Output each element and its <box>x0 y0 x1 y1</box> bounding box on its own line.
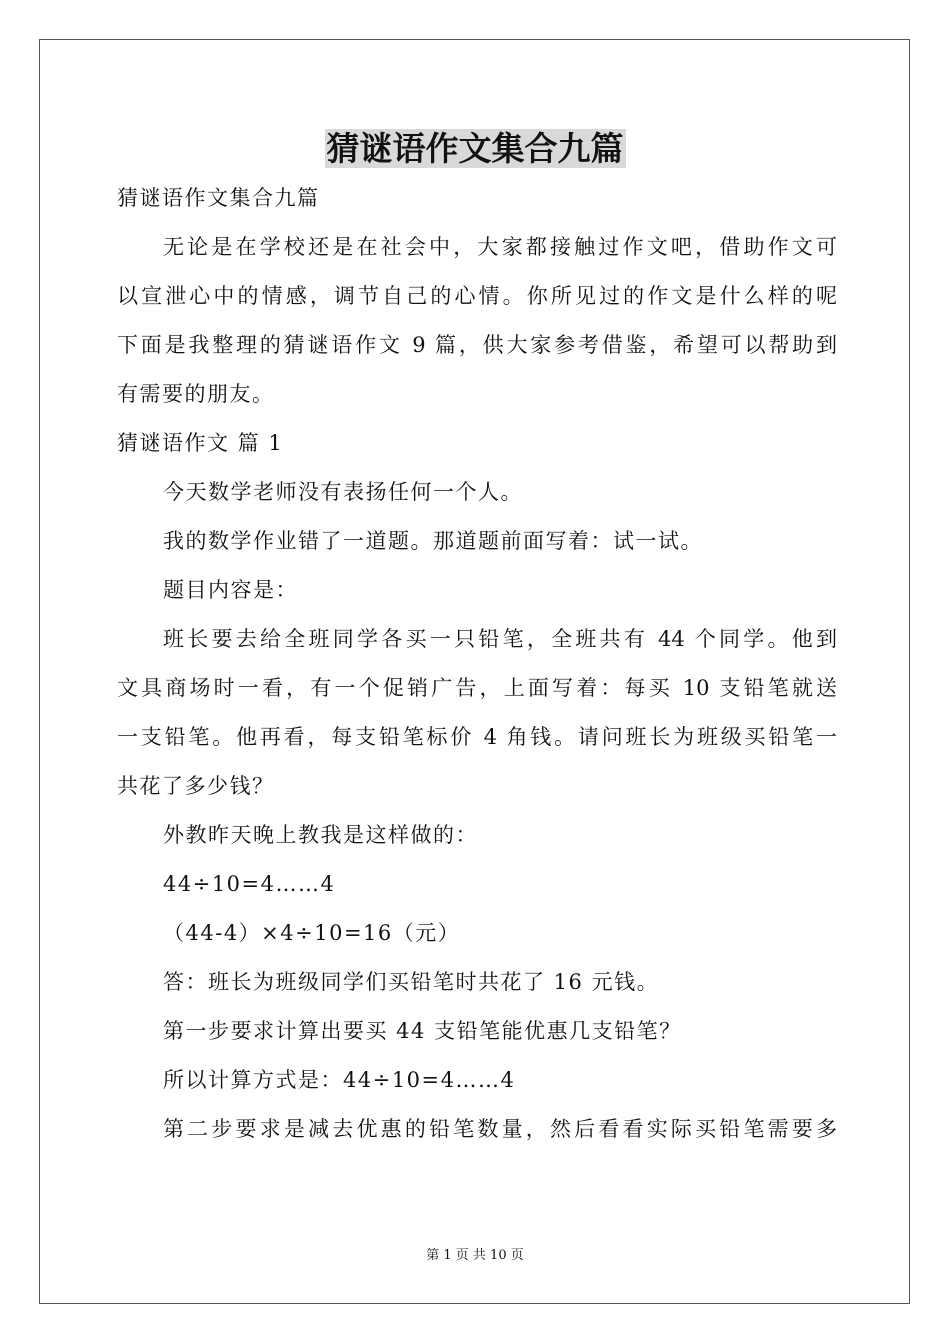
body-line: 文具商场时一看，有一个促销广告，上面写着：每买 10 支铅笔就送 <box>117 676 837 700</box>
body-line: 我的数学作业错了一道题。那道题前面写着：试一试。 <box>163 529 703 553</box>
section-heading: 猜谜语作文 篇 1 <box>117 431 284 455</box>
body-line: 有需要的朋友。 <box>117 382 275 406</box>
formula-line: 44÷10=4……4 <box>163 872 336 896</box>
body-line: 题目内容是： <box>163 578 298 602</box>
body-line: 外教昨天晚上教我是这样做的： <box>163 823 478 847</box>
body-line: 无论是在学校还是在社会中，大家都接触过作文吧，借助作文可 <box>163 235 837 259</box>
document-title <box>0 124 950 174</box>
formula-line: （44-4）×4÷10=16（元） <box>163 921 461 945</box>
body-line: 所以计算方式是：44÷10=4……4 <box>163 1068 516 1092</box>
body-line: 以宣泄心中的情感，调节自己的心情。你所见过的作文是什么样的呢 <box>117 284 837 308</box>
page-footer: 第 1 页 共 10 页 <box>426 1248 524 1263</box>
body-line: 第二步要求是减去优惠的铅笔数量，然后看看实际买铅笔需要多 <box>163 1117 837 1141</box>
document-body <box>117 174 837 1154</box>
body-line: 猜谜语作文集合九篇 <box>117 186 320 210</box>
body-line: 班长要去给全班同学各买一只铅笔，全班共有 44 个同学。他到 <box>163 627 837 651</box>
body-line: 下面是我整理的猜谜语作文 9 篇，供大家参考借鉴，希望可以帮助到 <box>117 333 837 357</box>
body-line: 一支铅笔。他再看，每支铅笔标价 4 角钱。请问班长为班级买铅笔一 <box>117 725 837 749</box>
document-title-text: 猜谜语作文集合九篇 <box>326 129 624 168</box>
body-line: 答：班长为班级同学们买铅笔时共花了 16 元钱。 <box>163 970 660 994</box>
body-line: 第一步要求计算出要买 44 支铅笔能优惠几支铅笔？ <box>163 1019 682 1043</box>
body-line: 共花了多少钱？ <box>117 774 275 798</box>
body-line: 今天数学老师没有表扬任何一个人。 <box>163 480 523 504</box>
